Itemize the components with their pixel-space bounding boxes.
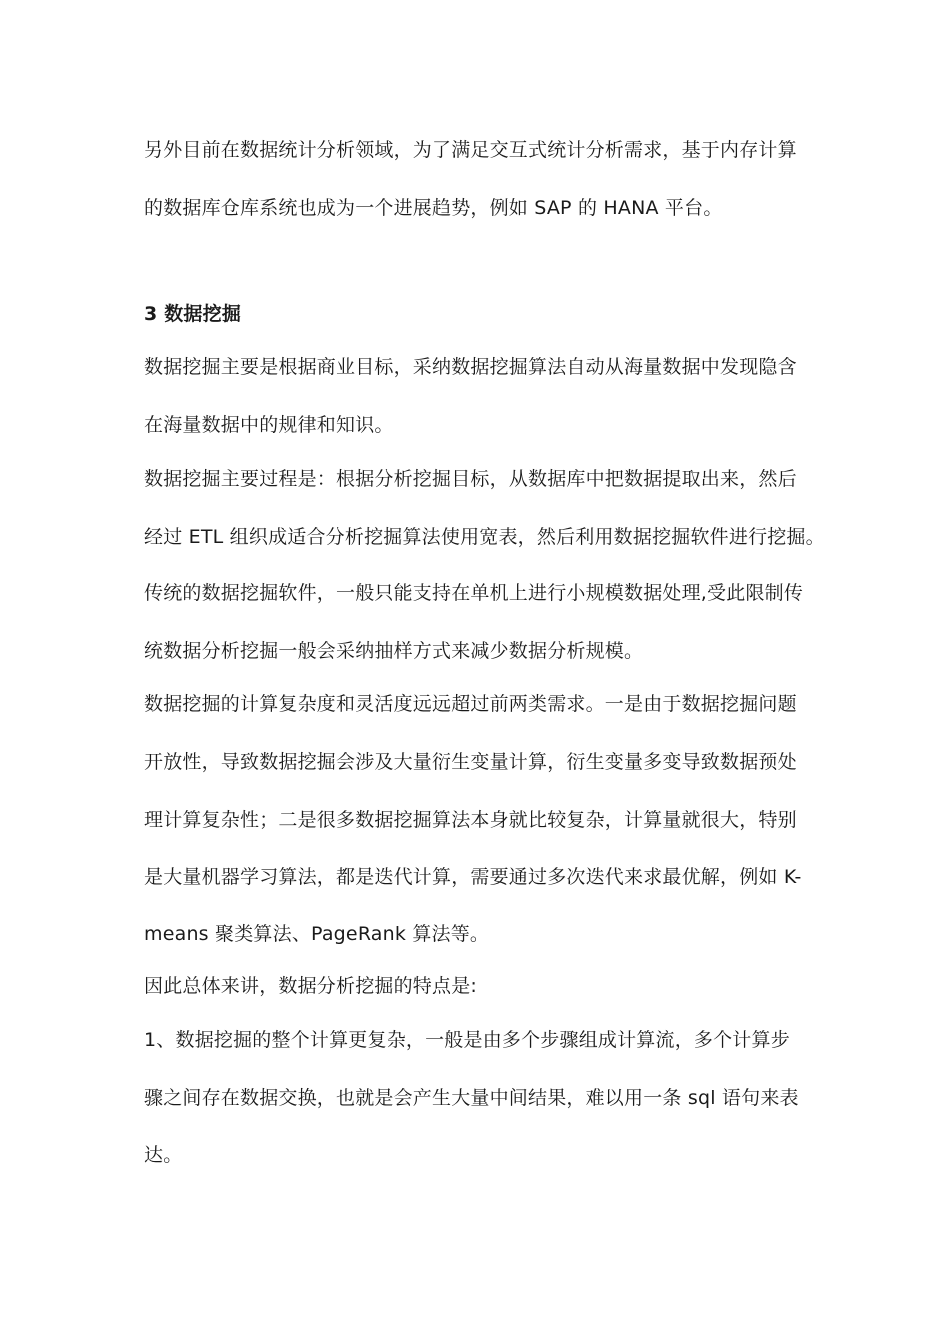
paragraph-2-line-1: 数据挖掘主要过程是：根据分析挖掘目标，从数据库中把数据提取出来，然后 <box>144 468 797 490</box>
paragraph-1-line-2: 在海量数据中的规律和知识。 <box>144 414 394 436</box>
paragraph-3-line-1: 传统的数据挖掘软件，一般只能支持在单机上进行小规模数据处理,受此限制传 <box>144 582 804 604</box>
intro-line-1: 另外目前在数据统计分析领域，为了满足交互式统计分析需求，基于内存计算 <box>144 139 797 161</box>
paragraph-4-line-3: 理计算复杂性；二是很多数据挖掘算法本身就比较复杂，计算量就很大，特别 <box>144 809 797 831</box>
paragraph-5-line-1: 因此总体来讲，数据分析挖掘的特点是: <box>144 975 478 997</box>
list-item-1-line-2: 骤之间存在数据交换，也就是会产生大量中间结果，难以用一条 sql 语句来表 <box>144 1087 799 1109</box>
list-item-1-line-1: 1、数据挖掘的整个计算更复杂，一般是由多个步骤组成计算流，多个计算步 <box>144 1029 790 1051</box>
paragraph-1-line-1: 数据挖掘主要是根据商业目标，采纳数据挖掘算法自动从海量数据中发现隐含 <box>144 356 797 378</box>
list-item-1-line-3: 达。 <box>144 1144 183 1166</box>
paragraph-4-line-1: 数据挖掘的计算复杂度和灵活度远远超过前两类需求。一是由于数据挖掘问题 <box>144 693 797 715</box>
paragraph-3-line-2: 统数据分析挖掘一般会采纳抽样方式来减少数据分析规模。 <box>144 640 644 662</box>
paragraph-2-line-2: 经过 ETL 组织成适合分析挖掘算法使用宽表，然后利用数据挖掘软件进行挖掘。 <box>144 526 825 548</box>
paragraph-4-line-4: 是大量机器学习算法，都是迭代计算，需要通过多次迭代来求最优解，例如 K- <box>144 866 802 888</box>
intro-line-2: 的数据库仓库系统也成为一个进展趋势，例如 SAP 的 HANA 平台。 <box>144 197 723 219</box>
paragraph-4-line-5: means 聚类算法、PageRank 算法等。 <box>144 923 490 945</box>
paragraph-4-line-2: 开放性，导致数据挖掘会涉及大量衍生变量计算，衍生变量多变导致数据预处 <box>144 751 797 773</box>
section-heading: 3 数据挖掘 <box>144 303 242 325</box>
